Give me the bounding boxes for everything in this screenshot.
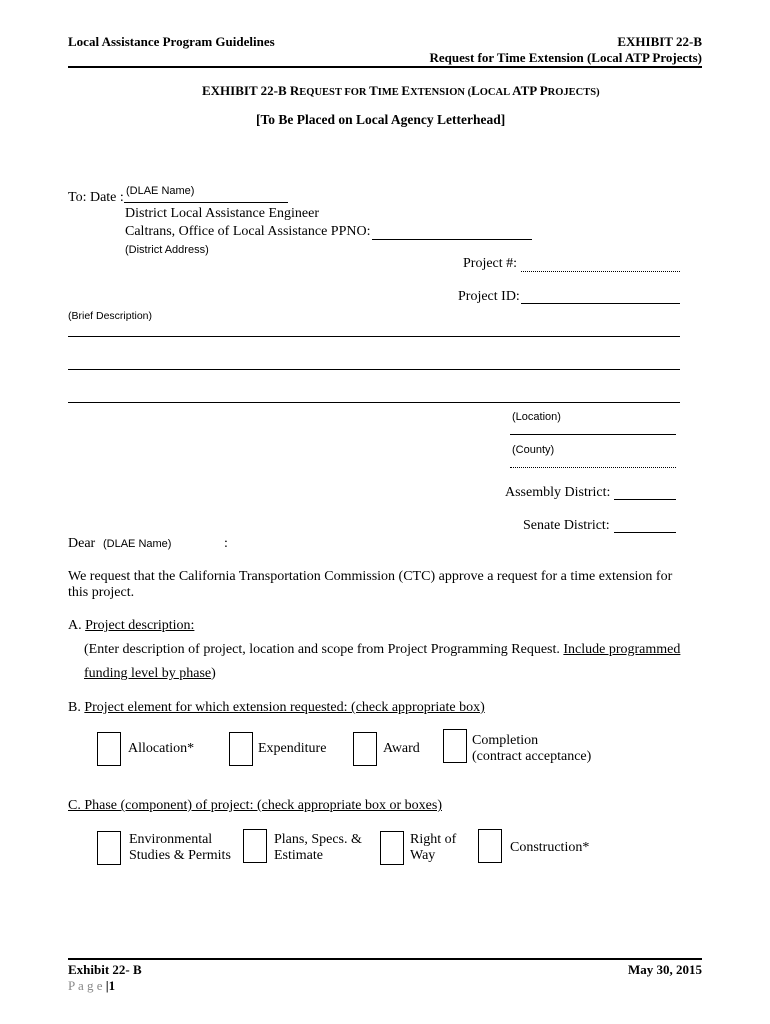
right-of-way-checkbox[interactable]: [380, 831, 404, 865]
award-label: Award: [383, 741, 420, 756]
page-number: P a g e |1: [68, 978, 116, 993]
project-number-label: Project #:: [463, 256, 518, 271]
ppno-line[interactable]: [372, 239, 532, 240]
section-c-heading: C. Phase (component) of project: (check appropriate box or boxes): [68, 798, 442, 813]
section-a-description-line-2: funding level by phase): [84, 666, 216, 681]
allocation-label: Allocation*: [128, 741, 195, 756]
project-number-line[interactable]: [521, 271, 680, 272]
header-left: Local Assistance Program Guidelines: [68, 34, 275, 49]
allocation-checkbox[interactable]: [97, 732, 121, 766]
request-paragraph-line-1: We request that the California Transportation Commission (CTC) approve a request for a time extension for: [68, 569, 673, 584]
footer-rule: [68, 958, 702, 960]
dlae-name-line[interactable]: [124, 202, 288, 203]
salutation-dear: Dear: [68, 536, 96, 551]
letterhead-note: [To Be Placed on Local Agency Letterhead]: [256, 112, 506, 127]
section-a-heading: A. Project description:: [68, 618, 195, 633]
senate-district-line[interactable]: [614, 532, 676, 533]
assembly-district-label: Assembly District:: [505, 485, 611, 500]
expenditure-label: Expenditure: [258, 741, 327, 756]
location-line[interactable]: [510, 434, 676, 435]
brief-description-placeholder: (Brief Description): [68, 310, 153, 322]
section-b-heading: B. Project element for which extension requested: (check appropriate box): [68, 700, 485, 715]
completion-checkbox[interactable]: [443, 729, 467, 763]
header-subtitle: Request for Time Extension (Local ATP Projects): [429, 50, 702, 65]
request-paragraph-line-2: this project.: [68, 585, 135, 600]
senate-district-label: Senate District:: [523, 518, 610, 533]
right-of-way-sublabel: Way: [410, 848, 436, 863]
environmental-label: Environmental: [129, 832, 213, 847]
assembly-district-line[interactable]: [614, 499, 676, 500]
header-rule: [68, 66, 702, 68]
footer-exhibit: Exhibit 22- B: [68, 962, 142, 977]
description-line-2[interactable]: [68, 369, 680, 370]
environmental-sublabel: Studies & Permits: [129, 848, 231, 863]
construction-checkbox[interactable]: [478, 829, 502, 863]
plans-specs-sublabel: Estimate: [274, 848, 323, 863]
project-id-label: Project ID:: [458, 289, 520, 304]
county-placeholder: (County): [512, 444, 555, 456]
description-line-1[interactable]: [68, 336, 680, 337]
salutation-dlae-name: (DLAE Name): [103, 538, 172, 550]
expenditure-checkbox[interactable]: [229, 732, 253, 766]
address-line-1: District Local Assistance Engineer: [125, 206, 319, 221]
construction-label: Construction*: [510, 840, 590, 855]
address-line-2: Caltrans, Office of Local Assistance PPNO:: [125, 224, 371, 239]
section-a-description-line-1: (Enter description of project, location and scope from Project Programming Request. Include programmed: [84, 642, 681, 657]
plans-specs-checkbox[interactable]: [243, 829, 267, 863]
award-checkbox[interactable]: [353, 732, 377, 766]
salutation-colon: :: [224, 536, 228, 551]
environmental-checkbox[interactable]: [97, 831, 121, 865]
right-of-way-label: Right of: [410, 832, 457, 847]
description-line-3[interactable]: [68, 402, 680, 403]
completion-label: Completion: [472, 733, 539, 748]
project-id-line[interactable]: [521, 303, 680, 304]
footer-date: May 30, 2015: [627, 962, 702, 977]
document-title: EXHIBIT 22-B REQUEST FOR TIME EXTENSION (LOCAL ATP PROJECTS): [202, 83, 600, 98]
completion-sublabel: (contract acceptance): [472, 749, 592, 764]
location-placeholder: (Location): [512, 411, 561, 423]
to-date-label: To: Date :: [68, 190, 124, 205]
county-line[interactable]: [510, 467, 676, 468]
district-address-placeholder: (District Address): [125, 244, 209, 256]
dlae-name-placeholder: (DLAE Name): [126, 185, 195, 197]
plans-specs-label: Plans, Specs. &: [274, 832, 362, 847]
header-exhibit: EXHIBIT 22-B: [617, 34, 702, 49]
